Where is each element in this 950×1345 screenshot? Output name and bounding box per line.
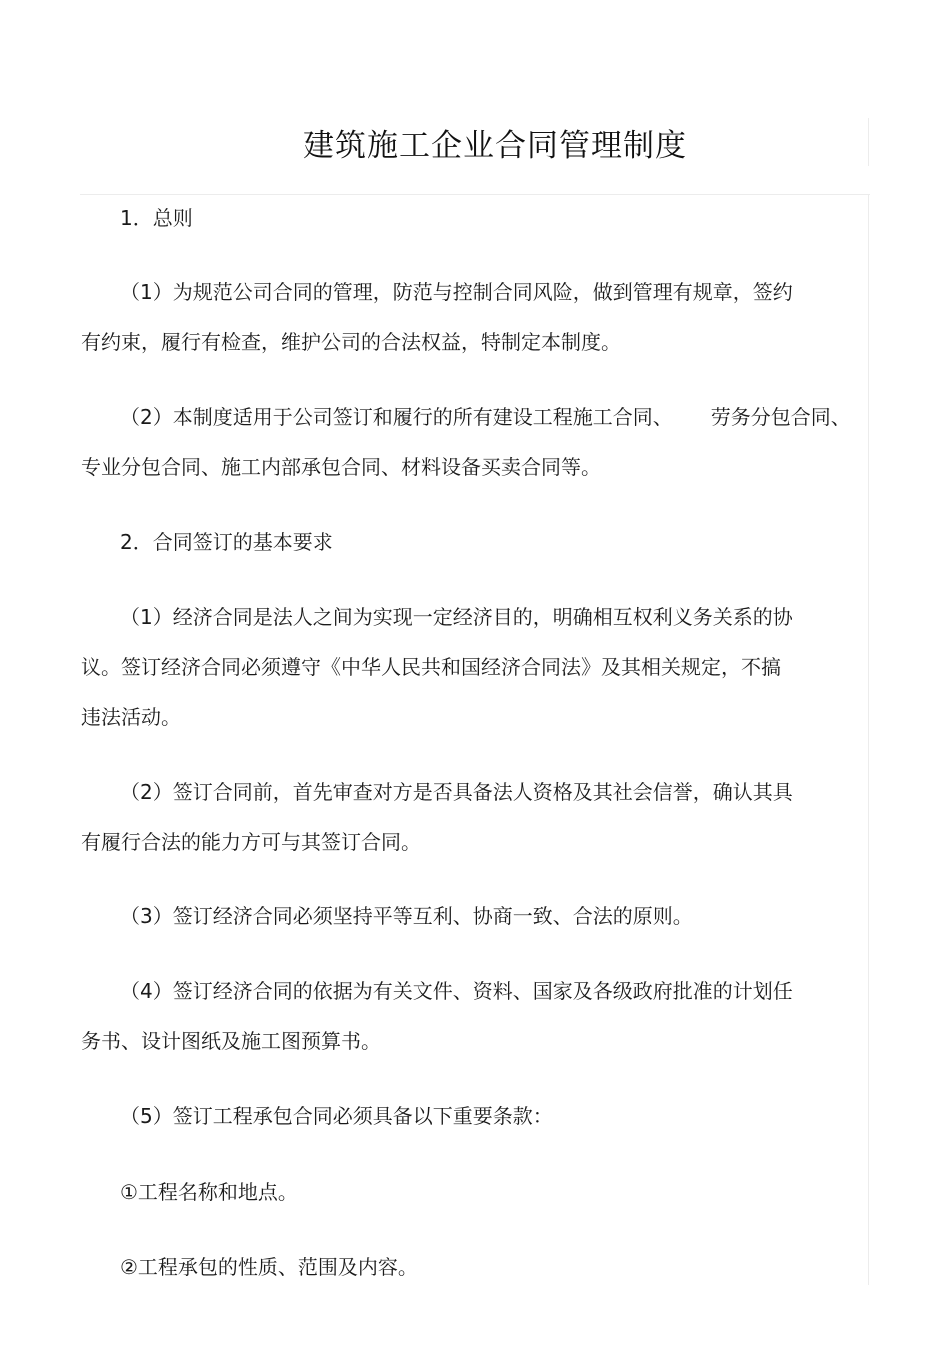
section-heading-signing-requirements: 2．合同签订的基本要求 <box>120 530 333 554</box>
page-border-top-right <box>868 118 869 166</box>
page-border-top <box>80 194 870 195</box>
paragraph-line: 有履行合法的能力方可与其签订合同。 <box>81 830 421 854</box>
list-item: ②工程承包的性质、范围及内容。 <box>120 1255 418 1279</box>
paragraph-line: 违法活动。 <box>81 705 181 729</box>
paragraph-line: （4）签订经济合同的依据为有关文件、资料、国家及各级政府批准的计划任 <box>120 979 793 1003</box>
paragraph-line-part: 劳务分包合同、 <box>710 405 851 429</box>
paragraph-line: （5）签订工程承包合同必须具备以下重要条款： <box>120 1104 553 1128</box>
paragraph-line: （1）为规范公司合同的管理，防范与控制合同风险，做到管理有规章，签约 <box>120 280 793 304</box>
document-title: 建筑施工企业合同管理制度 <box>303 128 687 164</box>
list-item: ①工程名称和地点。 <box>120 1180 298 1204</box>
paragraph-line <box>120 404 851 430</box>
paragraph-line: （1）经济合同是法人之间为实现一定经济目的，明确相互权利义务关系的协 <box>120 605 793 629</box>
paragraph-line: （3）签订经济合同必须坚持平等互利、协商一致、合法的原则。 <box>120 904 693 928</box>
paragraph-line: 议。签订经济合同必须遵守《中华人民共和国经济合同法》及其相关规定，不搞 <box>81 655 781 679</box>
paragraph-line-part: （2）本制度适用于公司签订和履行的所有建设工程施工合同、 <box>120 405 673 429</box>
page-border-right <box>868 195 869 1285</box>
section-heading-general: 1．总则 <box>120 206 193 230</box>
paragraph-line: 有约束，履行有检查，维护公司的合法权益，特制定本制度。 <box>81 330 621 354</box>
paragraph-line: 专业分包合同、施工内部承包合同、材料设备买卖合同等。 <box>81 455 601 479</box>
paragraph-line: 务书、设计图纸及施工图预算书。 <box>81 1029 381 1053</box>
paragraph-line: （2）签订合同前，首先审查对方是否具备法人资格及其社会信誉，确认其具 <box>120 780 793 804</box>
